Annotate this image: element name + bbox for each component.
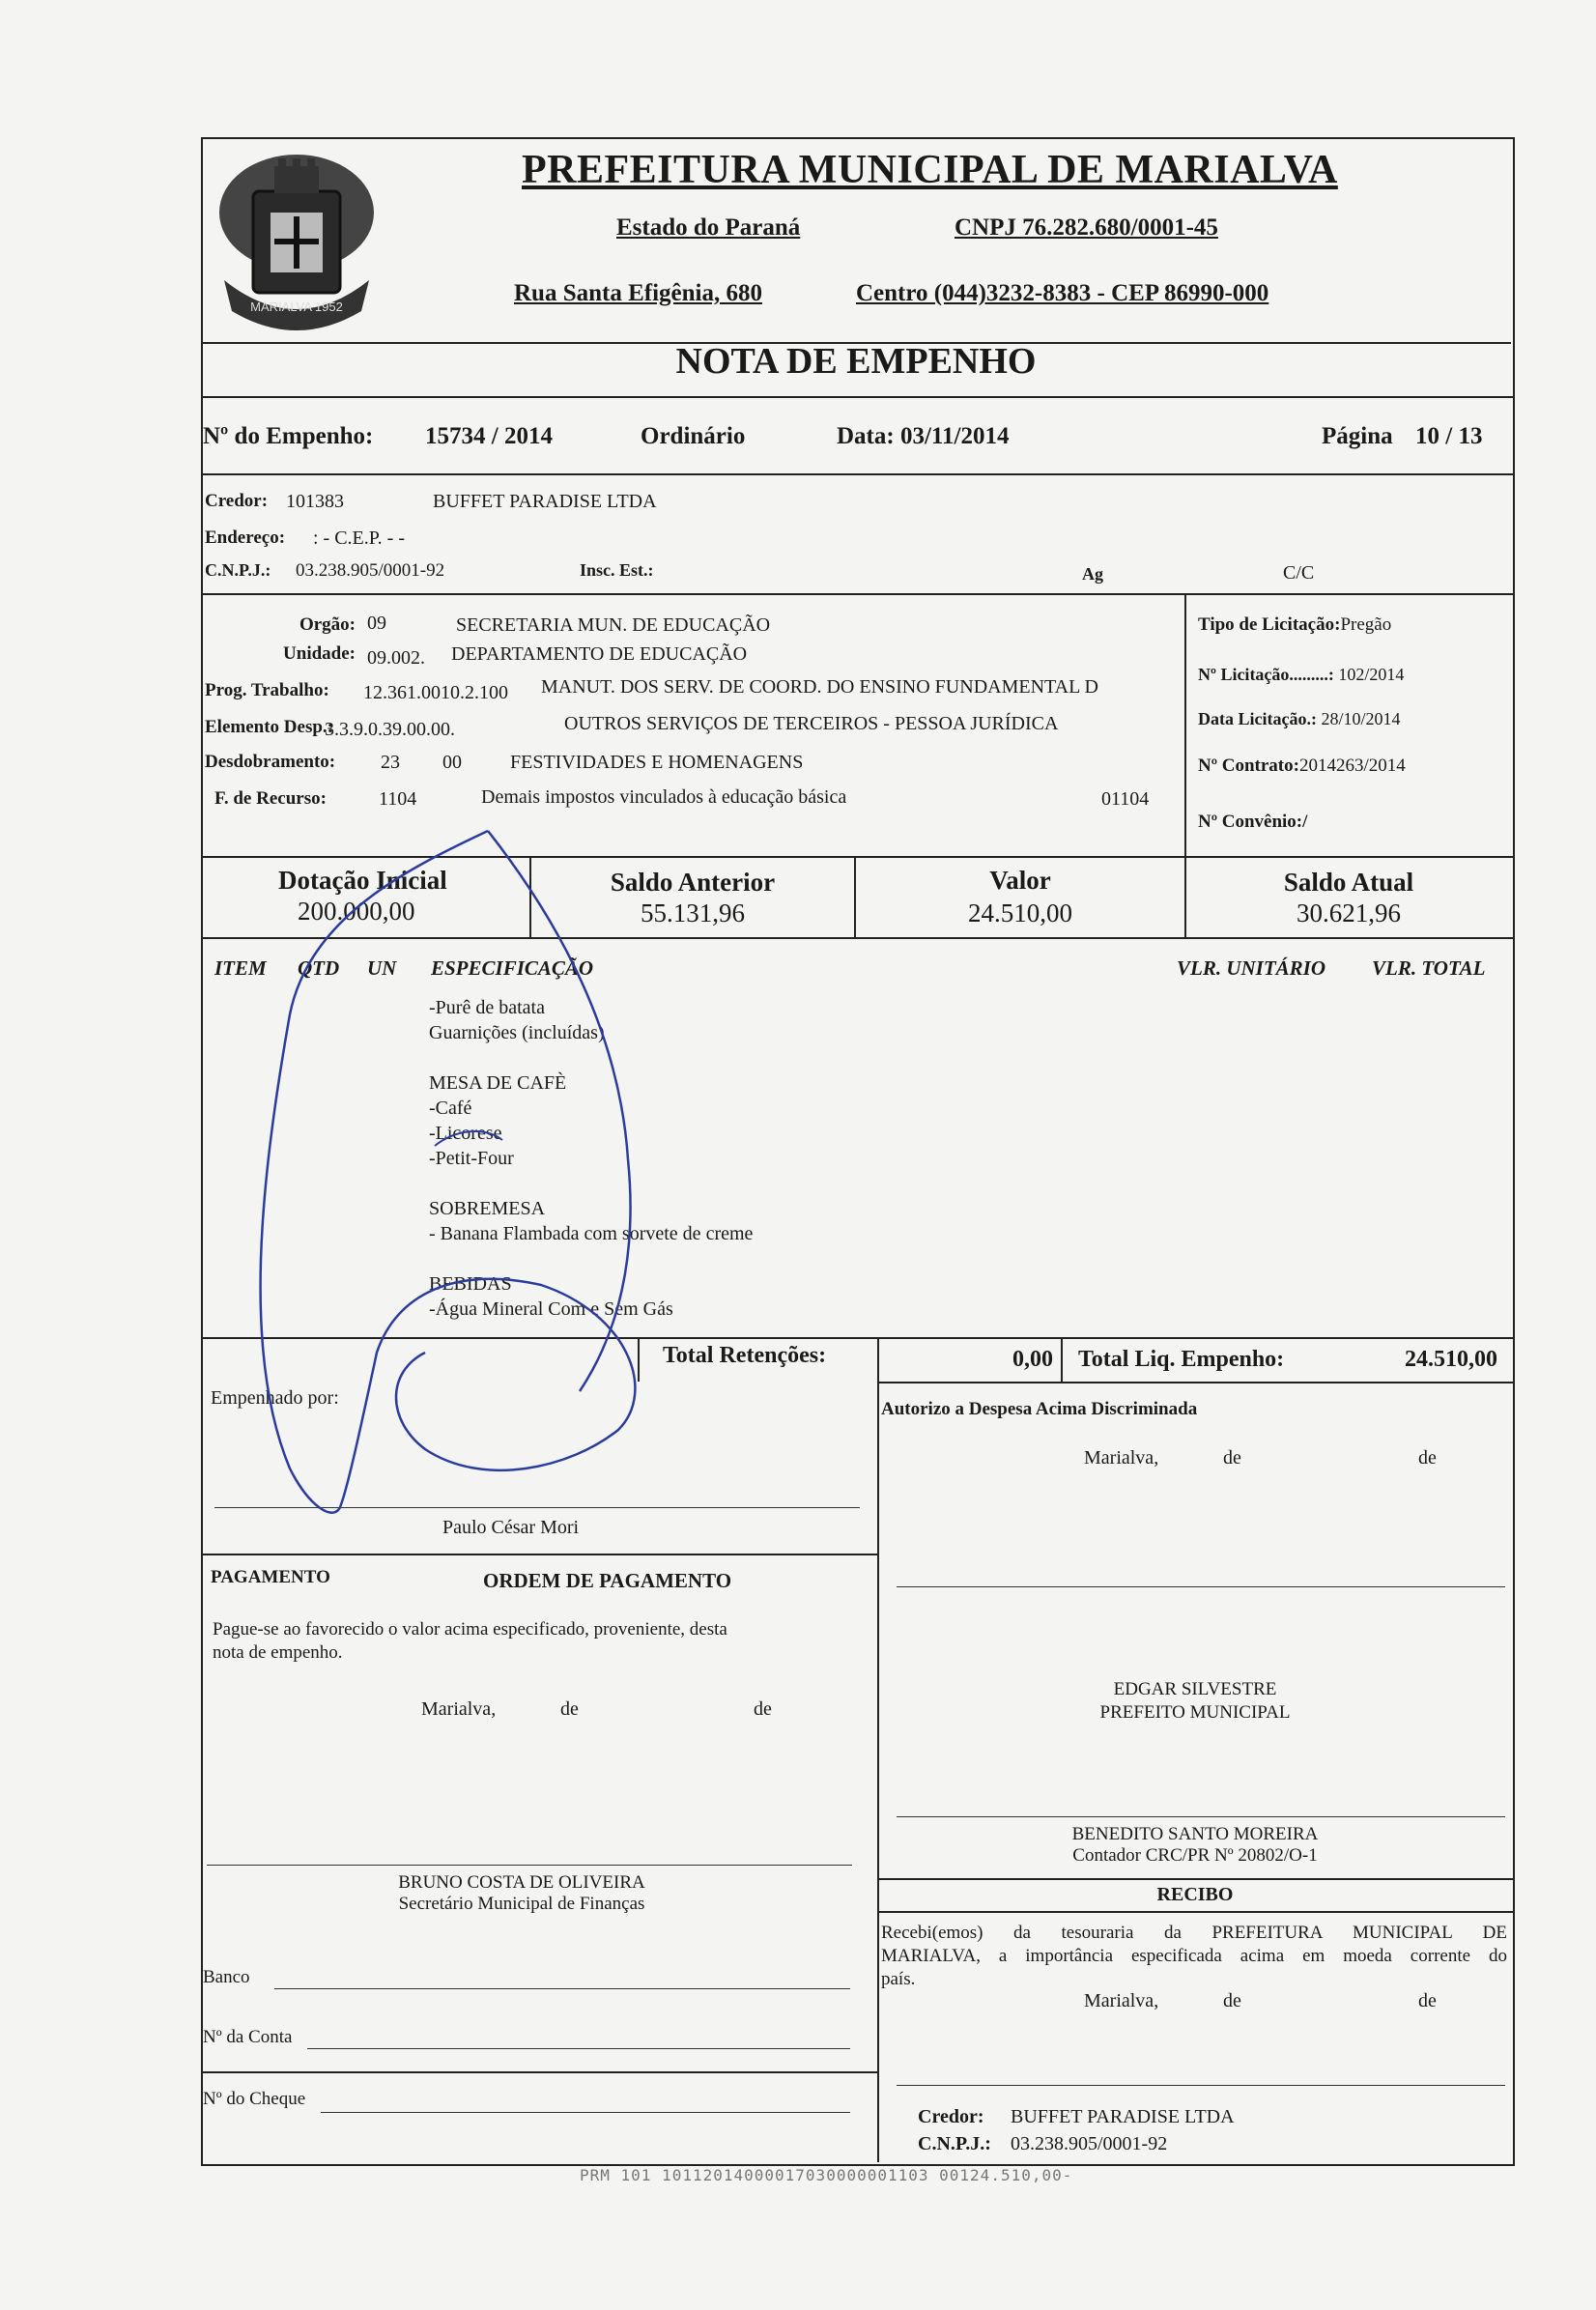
saldo-atual-value: 30.621,96 [1297,898,1401,927]
licitacao-contrato-value: 2014263/2014 [1298,756,1406,776]
rec-code: 1104 [379,788,417,810]
recibo-credor-value: BUFFET PARADISE LTDA [1011,2106,1235,2127]
prog-label: Prog. Trabalho: [205,680,329,700]
dotacao-value: 200.000,00 [298,897,415,926]
rec-label: F. de Recurso: [214,788,327,809]
retencoes-value: 0,00 [1012,1347,1053,1372]
header-address: Rua Santa Efigênia, 680 [514,280,762,306]
cheque-top-rule [201,2071,879,2073]
licitacao-divider [1184,593,1186,858]
col-item: ITEM [214,956,267,980]
spec-list [429,995,753,1322]
dotacao-label: Dotação Inicial [278,866,447,895]
empenhado-label: Empenhado por: [211,1387,339,1409]
elem-desc: OUTROS SERVIÇOS DE TERCEIROS - PESSOA JURÍDICA [564,713,1059,734]
credor-label: Credor: [205,491,269,511]
orgao-code: 09 [367,613,386,634]
mayor-name: EDGAR SILVESTRE [1113,1679,1277,1699]
licitacao-num: Nº Licitação.........: [1198,665,1334,684]
acct-name: BENEDITO SANTO MOREIRA [1071,1824,1319,1844]
desd-code: 23 [381,752,400,773]
title-bottom-rule [201,396,1513,398]
prog-code: 12.361.0010.2.100 [363,682,508,703]
pague-de2: de [754,1698,772,1720]
mayor-title: PREFEITO MUNICIPAL [1099,1702,1291,1723]
signature-line-fin [207,1865,852,1866]
elem-label: Elemento Desp.: [205,717,333,737]
spec-line: -Licorese [429,1123,502,1144]
spec-line [429,1171,753,1196]
cheque-label: Nº do Cheque [203,2089,306,2109]
recibo-title: RECIBO [1156,1884,1234,1905]
autorizo-label: Autorizo a Despesa Acima Discriminada [881,1399,1198,1419]
conta-line [307,2048,850,2049]
coat-motto: MARIALVA 1952 [250,299,343,314]
elem-code: 3.3.9.0.39.00.00. [325,719,455,740]
spec-line: Guarnições (incluídas) [429,1022,605,1043]
empenho-rule [201,473,1513,475]
col-qtd: QTD [298,956,340,980]
retencoes-div-1 [638,1337,640,1382]
retencoes-label: Total Retenções: [663,1343,827,1368]
empenho-date: Data: 03/11/2014 [837,423,1010,449]
liq-value: 24.510,00 [1405,1347,1497,1372]
pagamento-rule [201,1554,879,1555]
licitacao-contrato-label [1198,756,1406,777]
pague-line-1: Pague-se ao favorecido o valor acima especificado, proveniente, desta [213,1619,727,1640]
prog-desc: MANUT. DOS SERV. DE COORD. DO ENSINO FUNDAMENTAL D [541,676,1099,698]
spec-line: MESA DE CAFÈ [429,1072,567,1094]
cc-label: C/C [1283,562,1315,584]
desd-label: Desdobramento: [205,752,336,772]
licitacao-data-label [1198,709,1400,729]
recibo-cnpj-value: 03.238.905/0001-92 [1011,2133,1168,2154]
sign-divider [877,1382,879,2162]
spec-line: -Purê de batata [429,997,545,1018]
coat-of-arms-icon [207,145,386,338]
licitacao-tipo-value: Pregão [1340,614,1392,635]
empenho-type: Ordinário [641,423,746,449]
ag-label: Ag [1082,564,1103,584]
fin-title: Secretário Municipal de Finanças [398,1894,645,1914]
licitacao-num-label [1198,665,1404,685]
rec-num: 01104 [1101,788,1150,810]
unidade-code: 09.002. [367,647,425,669]
header-district-phone: Centro (044)3232-8383 - CEP 86990-000 [856,280,1269,306]
col-unit: VLR. UNITÁRIO [1177,956,1326,980]
retencoes-top-rule [201,1337,1513,1339]
recibo-text-3: país. [881,1969,916,1989]
insc-label: Insc. Est.: [580,560,654,580]
pagamento-label: PAGAMENTO [211,1567,330,1587]
desd-sub: 00 [442,752,462,773]
cheque-line [321,2112,850,2113]
endereco-label: Endereço: [205,528,286,548]
acct-title: Contador CRC/PR Nº 20802/O-1 [1072,1845,1318,1866]
licitacao-convenio: Nº Convênio:/ [1198,812,1308,832]
valor-value: 24.510,00 [968,898,1072,927]
ordem-label: ORDEM DE PAGAMENTO [483,1569,732,1592]
pague-line-2: nota de empenho. [213,1642,343,1663]
signature-line-1 [214,1507,860,1508]
licitacao-contrato: Nº Contrato: [1198,756,1299,776]
recibo-cnpj-label: C.N.P.J.: [918,2133,991,2154]
fin-name: BRUNO COSTA DE OLIVEIRA [398,1872,645,1893]
signer-name-1: Paulo César Mori [442,1517,580,1538]
pague-de1: de [560,1698,579,1720]
autorizo-city: Marialva, [1084,1447,1159,1469]
orgao-desc: SECRETARIA MUN. DE EDUCAÇÃO [456,614,771,636]
recibo-de1: de [1223,1990,1241,2011]
spec-line: -Café [429,1098,472,1119]
valor-label: Valor [989,866,1051,895]
recibo-text-2: MARIALVA, a importância especificada acima em moeda corrente do [881,1946,1507,1966]
autorizo-de2: de [1418,1447,1437,1469]
signature-line-acct [897,1816,1505,1817]
licitacao-tipo-label [1198,614,1391,636]
licitacao-data-value: 28/10/2014 [1321,709,1401,728]
creditor-rule [201,593,1513,595]
recibo-rule [879,1911,1513,1913]
banco-line [274,1988,850,1989]
orgao-label: Orgão: [299,614,356,635]
signature-line-mayor [897,1586,1505,1587]
recibo-de2: de [1418,1990,1437,2011]
desd-desc: FESTIVIDADES E HOMENAGENS [510,752,804,773]
saldo-atual-label: Saldo Atual [1283,868,1414,897]
spec-line: - Banana Flambada com sorvete de creme [429,1223,754,1244]
spec-line: -Petit-Four [429,1148,514,1169]
recibo-text-1: Recebi(emos) da tesouraria da PREFEITURA MUNICIPAL DE [881,1923,1507,1943]
retencoes-bottom-rule [879,1382,1513,1383]
footer-code: PRM 101 10112014000017030000001103 00124.510,00- [580,2166,1073,2184]
retencoes-div-2 [877,1337,879,1382]
spec-line [429,1246,753,1271]
page-label: Página [1322,423,1393,449]
budget-rule [201,856,1513,858]
spec-line: -Água Mineral Com e Sem Gás [429,1298,673,1320]
org-name: PREFEITURA MUNICIPAL DE MARIALVA [522,148,1338,192]
recibo-city: Marialva, [1084,1990,1159,2011]
autorizo-de1: de [1223,1447,1241,1469]
page-number: 10 / 13 [1415,423,1483,449]
saldo-anterior-label: Saldo Anterior [610,868,776,897]
credor-code: 101383 [286,491,344,512]
retencoes-div-3 [1061,1337,1063,1382]
spec-line: SOBREMESA [429,1198,546,1219]
endereco-value: : - C.E.P. - - [313,528,405,549]
saldo-anterior-value: 55.131,96 [641,898,745,927]
state: Estado do Paraná [616,214,801,241]
cnpj-label: C.N.P.J.: [205,560,271,580]
conta-label: Nº da Conta [203,2027,293,2047]
banco-label: Banco [203,1967,250,1987]
totals-rule [201,937,1513,939]
credor-name: BUFFET PARADISE LTDA [433,491,657,512]
col-un: UN [367,956,397,980]
recibo-credor-label: Credor: [918,2106,984,2127]
spec-line: BEBIDAS [429,1273,512,1295]
empenho-label: Nº do Empenho: [203,423,374,449]
cnpj-value: 03.238.905/0001-92 [296,560,445,581]
unidade-label: Unidade: [283,643,356,664]
recibo-signature-line [897,2085,1505,2086]
pague-city: Marialva, [421,1698,497,1720]
col-spec: ESPECIFICAÇÃO [431,956,594,980]
licitacao-data: Data Licitação.: [1198,709,1317,728]
rec-desc: Demais impostos vinculados à educação básica [481,786,847,808]
liq-label: Total Liq. Empenho: [1078,1347,1285,1372]
empenho-number: 15734 / 2014 [425,423,553,449]
spec-line [429,1045,753,1070]
header-cnpj: CNPJ 76.282.680/0001-45 [955,214,1218,241]
doc-title: NOTA DE EMPENHO [675,341,1037,382]
licitacao-num-value: 102/2014 [1338,665,1405,684]
unidade-desc: DEPARTAMENTO DE EDUCAÇÃO [451,643,748,665]
col-total: VLR. TOTAL [1372,956,1486,980]
licitacao-tipo: Tipo de Licitação: [1198,614,1341,635]
recibo-top-rule [879,1878,1513,1880]
